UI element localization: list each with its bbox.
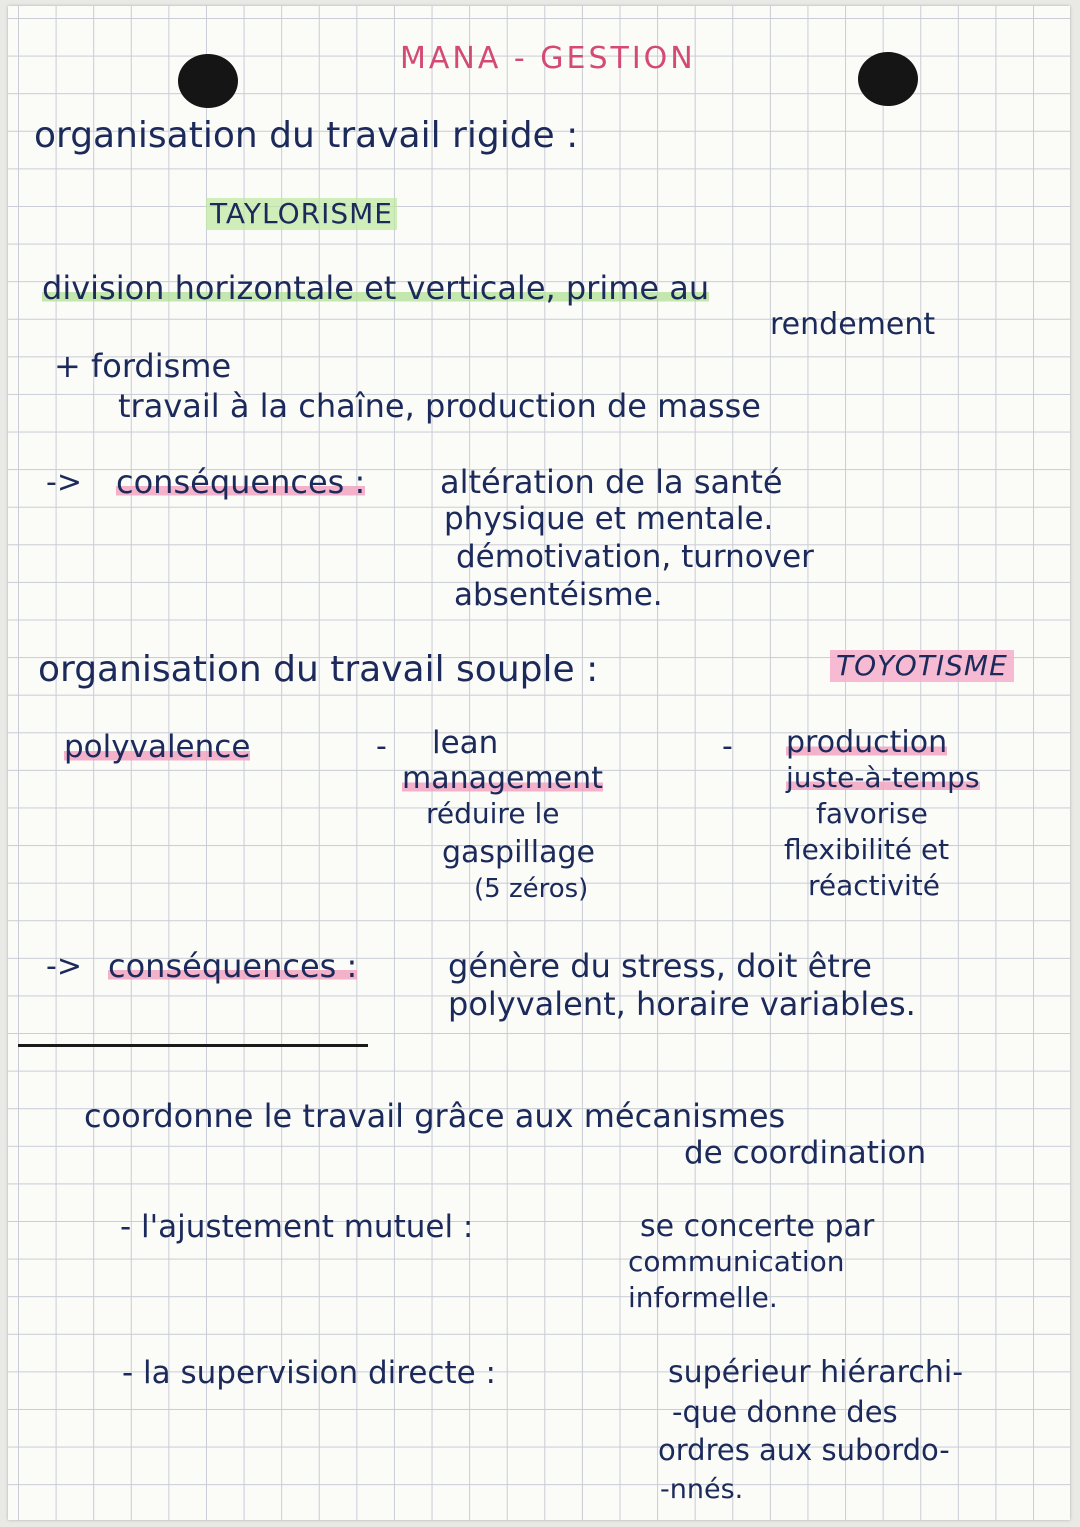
dash-1: -: [376, 729, 387, 764]
rigid-consequence-line: absentéisme.: [454, 577, 663, 613]
direct-supervision-line: -que donne des: [672, 1395, 898, 1429]
mutual-adjustment-label: - l'ajustement mutuel :: [120, 1209, 474, 1245]
page-title: MANA - GESTION: [400, 41, 696, 76]
mutual-adjustment-line: informelle.: [628, 1281, 778, 1314]
jit-line: favorise: [816, 797, 928, 830]
jit-line: flexibilité et: [784, 833, 950, 866]
toyotism-label: TOYOTISME: [830, 650, 1014, 682]
direct-supervision-line: -nnés.: [660, 1474, 744, 1505]
rigid-consequence-line: altération de la santé: [440, 463, 783, 501]
direct-supervision-line: supérieur hiérarchi-: [668, 1355, 964, 1390]
flexible-consequence-line: polyvalent, horaire variables.: [448, 985, 916, 1023]
direct-supervision-line: ordres aux subordo-: [658, 1433, 950, 1467]
rigid-consequences-label: conséquences :: [116, 463, 366, 501]
flexible-consequence-line: génère du stress, doit être: [448, 947, 872, 985]
notebook-page: [8, 6, 1070, 1520]
rigid-features-cont: rendement: [770, 307, 936, 342]
rigid-consequence-line: démotivation, turnover: [456, 539, 814, 575]
flexible-heading: organisation du travail souple :: [38, 649, 599, 690]
mutual-adjustment-line: se concerte par: [640, 1209, 875, 1244]
section-divider: [18, 1044, 368, 1047]
mutual-adjustment-line: communication: [628, 1245, 845, 1278]
polyvalence-item: polyvalence: [64, 729, 251, 765]
jit-line: juste-à-temps: [786, 761, 980, 794]
rigid-consequence-line: physique et mentale.: [444, 501, 774, 537]
jit-line: production: [786, 725, 948, 760]
arrow-2: ->: [46, 949, 82, 984]
lean-line: (5 zéros): [474, 874, 589, 904]
rigid-heading: organisation du travail rigide :: [34, 115, 579, 156]
direct-supervision-label: - la supervision directe :: [122, 1355, 496, 1391]
fordism-label: + fordisme: [54, 347, 232, 385]
lean-line: lean: [432, 725, 499, 761]
lean-line: management: [402, 761, 603, 796]
lean-line: réduire le: [426, 797, 560, 830]
rigid-features: division horizontale et verticale, prime au: [42, 269, 710, 307]
coordination-intro-cont: de coordination: [684, 1135, 927, 1171]
jit-line: réactivité: [808, 869, 940, 902]
arrow-1: ->: [46, 465, 82, 500]
dash-2: -: [722, 729, 733, 764]
fordism-description: travail à la chaîne, production de masse: [118, 387, 761, 425]
lean-line: gaspillage: [442, 835, 595, 870]
coordination-intro: coordonne le travail grâce aux mécanismes: [84, 1097, 786, 1135]
punch-hole-left: [178, 54, 238, 108]
taylorism-label: TAYLORISME: [206, 198, 397, 230]
flexible-consequences-label: conséquences :: [108, 947, 358, 985]
punch-hole-right: [858, 52, 918, 106]
